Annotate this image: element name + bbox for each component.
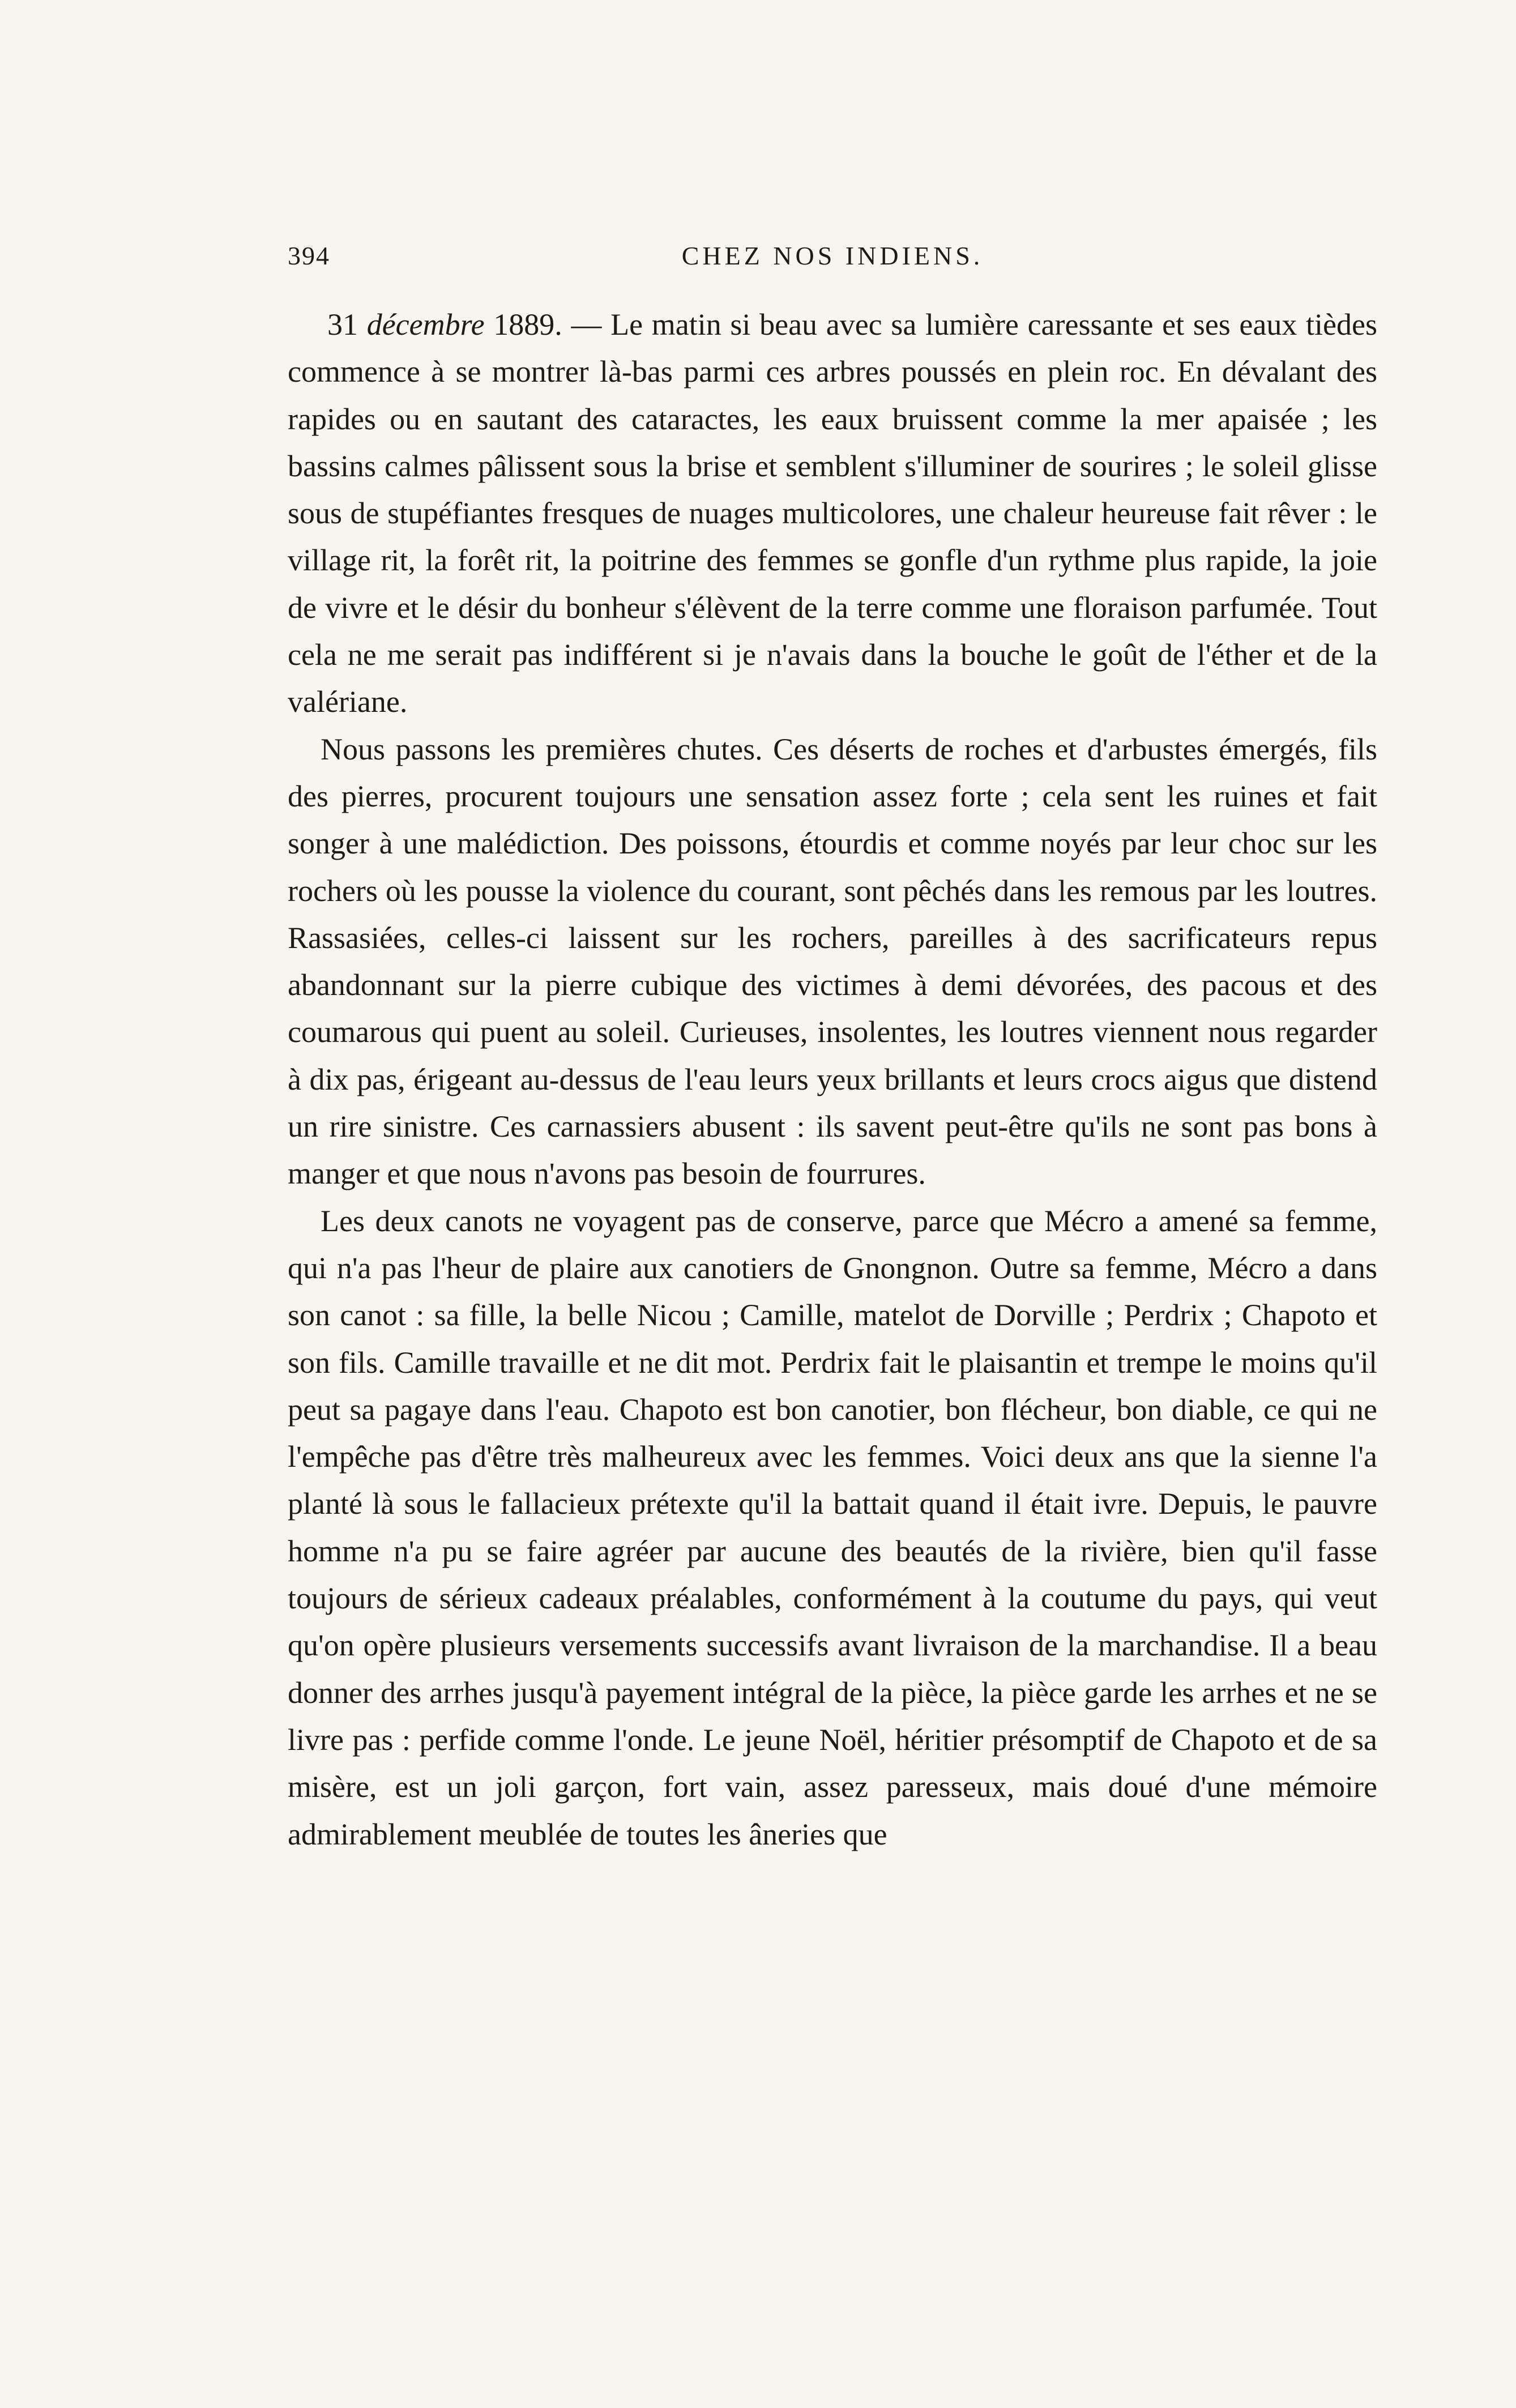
paragraph-1 <box>288 301 1377 726</box>
date-day: 31 <box>327 308 358 341</box>
paragraph-3: Les deux canots ne voyagent pas de conserve, parce que Mécro a amené sa femme, qui n'a pas l'heur de plaire aux canotiers de Gnongnon. Outre sa femme, Mécro a dans son canot : sa fille, la belle Nicou ; Camille, matelot de Dorville ; Perdrix ; Chapoto et son fils. Camille travaille et ne dit mot. Perdrix fait le plaisantin et trempe le moins qu'il peut sa pagaye dans l'eau. Chapoto est bon canotier, bon flécheur, bon diable, ce qui ne l'empêche pas d'être très malheureux avec les femmes. Voici deux ans que la sienne l'a planté là sous le fallacieux prétexte qu'il la battait quand il était ivre. Depuis, le pauvre homme n'a pu se faire agréer par aucune des beautés de la rivière, bien qu'il fasse toujours de sérieux cadeaux préalables, conformément à la coutume du pays, qui veut qu'on opère plusieurs versements successifs avant livraison de la marchandise. Il a beau donner des arrhes jusqu'à payement intégral de la pièce, la pièce garde les arrhes et ne se livre pas : perfide comme l'onde. Le jeune Noël, héritier présomptif de Chapoto et de sa misère, est un joli garçon, fort vain, assez paresseux, mais doué d'une mémoire admirablement meublée de toutes les âneries que <box>288 1203 1377 1851</box>
running-head <box>288 241 1377 280</box>
date-month: décembre <box>366 308 485 341</box>
paragraph-2: Nous passons les premières chutes. Ces déserts de roches et d'arbustes émergés, fils des pierres, procurent toujours une sensation assez forte ; cela sent les ruines et fait songer à une malédiction. Des poissons, étourdis et comme noyés par leur choc sur les rochers où les pousse la violence du courant, sont pêchés dans les remous par les loutres. Rassasiées, celles-ci laissent sur les rochers, pareilles à des sacrificateurs repus abandonnant sur la pierre cubique des victimes à demi dévorées, des pacous et des coumarous qui puent au soleil. Curieuses, insolentes, les loutres viennent nous regarder à dix pas, érigeant au-dessus de l'eau leurs yeux brillants et leurs crocs aigus que distend un rire sinistre. Ces carnassiers abusent : ils savent peut-être qu'ils ne sont pas bons à manger et que nous n'avons pas besoin de fourrures. <box>288 732 1377 1191</box>
body-text <box>288 301 1377 1858</box>
running-title: CHEZ NOS INDIENS. <box>681 241 984 270</box>
paragraph-1-text: — Le matin si beau avec sa lumière caressante et ses eaux tièdes commence à se montrer là-bas parmi ces arbres poussés en plein roc. En dévalant des rapides ou en sautant des cataractes, les eaux bruissent comme la mer apaisée ; les bassins calmes pâlissent sous la brise et semblent s'illuminer de sourires ; le soleil glisse sous de stupéfiantes fresques de nuages multicolores, une chaleur heureuse fait rêver : le village rit, la forêt rit, la poitrine des femmes se gonfle d'un rythme plus rapide, la joie de vivre et le désir du bonheur s'élèvent de la terre comme une floraison parfumée. Tout cela ne me serait pas indifférent si je n'avais dans la bouche le goût de l'éther et de la valériane. <box>288 308 1378 719</box>
date-year: 1889. <box>493 308 562 341</box>
page-number: 394 <box>288 241 330 270</box>
